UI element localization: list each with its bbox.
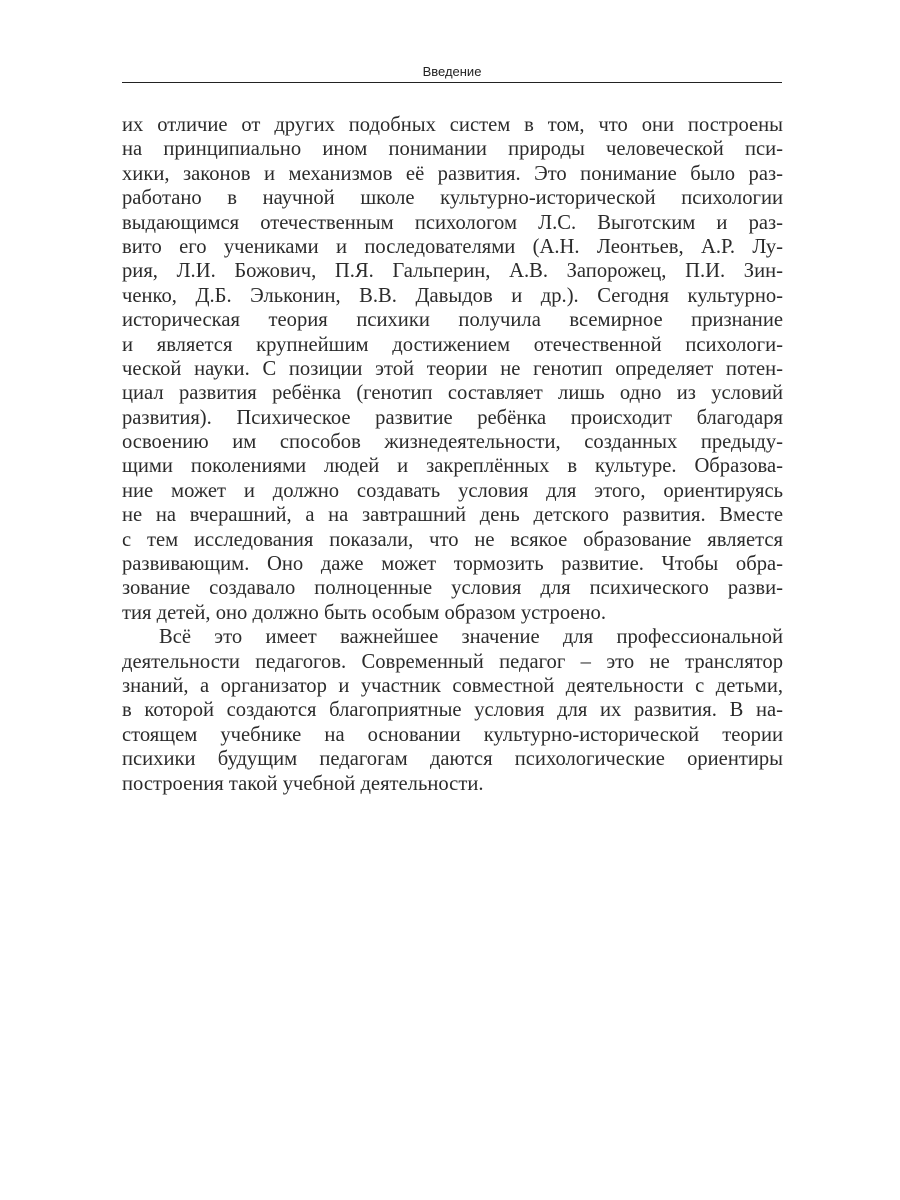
text-line: развития). Психическое развитие ребёнка происходит благодаря bbox=[122, 406, 783, 429]
text-line: вито его учениками и последователями (А.Н. Леонтьев, А.Р. Лу- bbox=[122, 235, 783, 258]
text-line: ние может и должно создавать условия для этого, ориентируясь bbox=[122, 479, 783, 502]
running-head-title: Введение bbox=[422, 64, 482, 79]
text-line: работано в научной школе культурно-исторической психологии bbox=[122, 187, 783, 210]
text-line: циал развития ребёнка (генотип составляет лишь одно из условий bbox=[122, 382, 783, 405]
text-line: ченко, Д.Б. Эльконин, В.В. Давыдов и др.). Сегодня культурно- bbox=[122, 284, 783, 307]
text-line: в которой создаются благоприятные условия для их развития. В на- bbox=[122, 699, 783, 722]
text-line: знаний, а организатор и участник совместной деятельности с детьми, bbox=[122, 674, 783, 697]
text-line: щими поколениями людей и закреплённых в культуре. Образова- bbox=[122, 455, 783, 478]
paragraph-1 bbox=[122, 113, 783, 625]
text-line: историческая теория психики получила всемирное признание bbox=[122, 309, 783, 332]
text-line: ческой науки. С позиции этой теории не генотип определяет потен- bbox=[122, 357, 783, 380]
body-text bbox=[122, 113, 783, 796]
text-line: не на вчерашний, а на завтрашний день детского развития. Вместе bbox=[122, 504, 783, 527]
text-line: хики, законов и механизмов её развития. Это понимание было раз- bbox=[122, 162, 783, 185]
text-line: выдающимся отечественным психологом Л.С. Выготским и раз- bbox=[122, 211, 783, 234]
text-line: рия, Л.И. Божович, П.Я. Гальперин, А.В. Запорожец, П.И. Зин- bbox=[122, 260, 783, 283]
text-line: психики будущим педагогам даются психологические ориентиры bbox=[122, 748, 783, 771]
text-line: Всё это имеет важнейшее значение для профессиональной bbox=[159, 626, 783, 649]
text-line: зование создавало полноценные условия для психического разви- bbox=[122, 577, 783, 600]
text-line: стоящем учебнике на основании культурно-исторической теории bbox=[122, 723, 783, 746]
text-line: на принципиально ином понимании природы человеческой пси- bbox=[122, 138, 783, 161]
text-line: тия детей, оно должно быть особым образом устроено. bbox=[122, 601, 607, 624]
text-line: построения такой учебной деятельности. bbox=[122, 772, 484, 795]
text-line: освоению им способов жизнедеятельности, созданных предыду- bbox=[122, 431, 783, 454]
paragraph-2 bbox=[122, 625, 783, 796]
text-line: их отличие от других подобных систем в том, что они построены bbox=[122, 114, 783, 136]
text-line: и является крупнейшим достижением отечественной психологи- bbox=[122, 333, 783, 356]
text-line: с тем исследования показали, что не всякое образование является bbox=[122, 528, 783, 551]
running-head bbox=[122, 64, 782, 83]
text-line: деятельности педагогов. Современный педагог – это не транслятор bbox=[122, 650, 783, 673]
text-line: развивающим. Оно даже может тормозить развитие. Чтобы обра- bbox=[122, 553, 783, 576]
